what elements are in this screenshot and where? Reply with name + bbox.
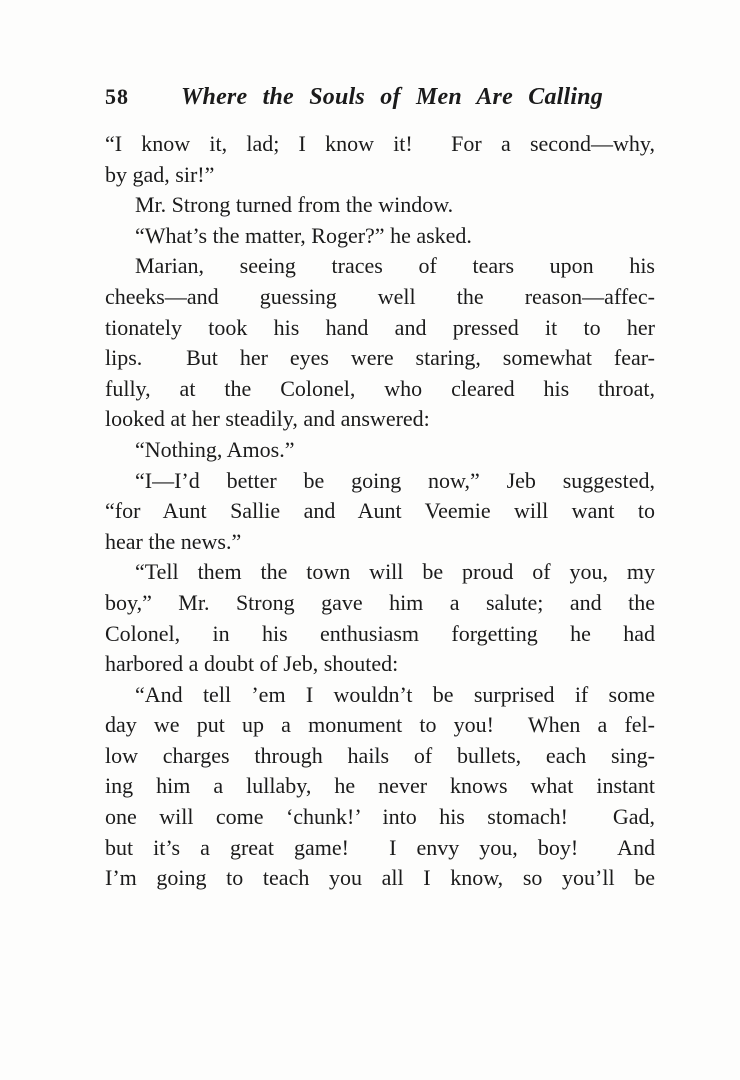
text-line: harbored a doubt of Jeb, shouted: <box>105 651 399 677</box>
text-line: hear the news.” <box>105 528 242 554</box>
text-line: day we put up a monument to you! When a fel- <box>105 712 655 738</box>
text-line: tionately took his hand and pressed it to her <box>105 314 655 340</box>
paragraph <box>105 221 655 252</box>
text-line: “I know it, lad; I know it! For a second—why, <box>105 131 655 156</box>
text-line: ing him a lullaby, he never knows what instant <box>105 773 655 799</box>
text-line: “I—I’d better be going now,” Jeb suggested, <box>135 467 655 493</box>
text-line: Mr. Strong turned from the window. <box>135 192 454 218</box>
paragraph <box>105 129 655 190</box>
text-line: I’m going to teach you all I know, so you’ll be <box>105 865 655 891</box>
text-line: looked at her steadily, and answered: <box>105 406 430 432</box>
paragraph <box>105 557 655 679</box>
text-line: “Nothing, Amos.” <box>135 436 295 462</box>
text-line: Colonel, in his enthusiasm forgetting he had <box>105 620 655 646</box>
running-head <box>105 84 655 111</box>
running-title: Where the Souls of Men Are Calling <box>180 84 604 110</box>
text-line: by gad, sir!” <box>105 161 215 187</box>
text-line: “for Aunt Sallie and Aunt Veemie will want to <box>105 498 655 524</box>
text-line: “What’s the matter, Roger?” he asked. <box>135 222 472 248</box>
paragraph <box>105 190 655 221</box>
text-line: one will come ‘chunk!’ into his stomach! Gad, <box>105 804 655 830</box>
text-line: low charges through hails of bullets, each sing- <box>105 742 655 768</box>
text-line: lips. But her eyes were staring, somewhat fear- <box>105 345 655 371</box>
paragraph <box>105 680 655 894</box>
page-number: 58 <box>105 84 129 109</box>
text-line: but it’s a great game! I envy you, boy! And <box>105 834 655 860</box>
text-line: cheeks—and guessing well the reason—affec- <box>105 283 655 309</box>
paragraph <box>105 435 655 466</box>
page-body <box>105 129 655 894</box>
paragraph <box>105 466 655 558</box>
text-line: boy,” Mr. Strong gave him a salute; and the <box>105 589 655 615</box>
text-line: fully, at the Colonel, who cleared his throat, <box>105 375 655 401</box>
paragraph <box>105 251 655 435</box>
text-line: “And tell ’em I wouldn’t be surprised if some <box>135 681 655 707</box>
text-line: Marian, seeing traces of tears upon his <box>135 253 655 279</box>
text-line: “Tell them the town will be proud of you, my <box>135 559 655 585</box>
